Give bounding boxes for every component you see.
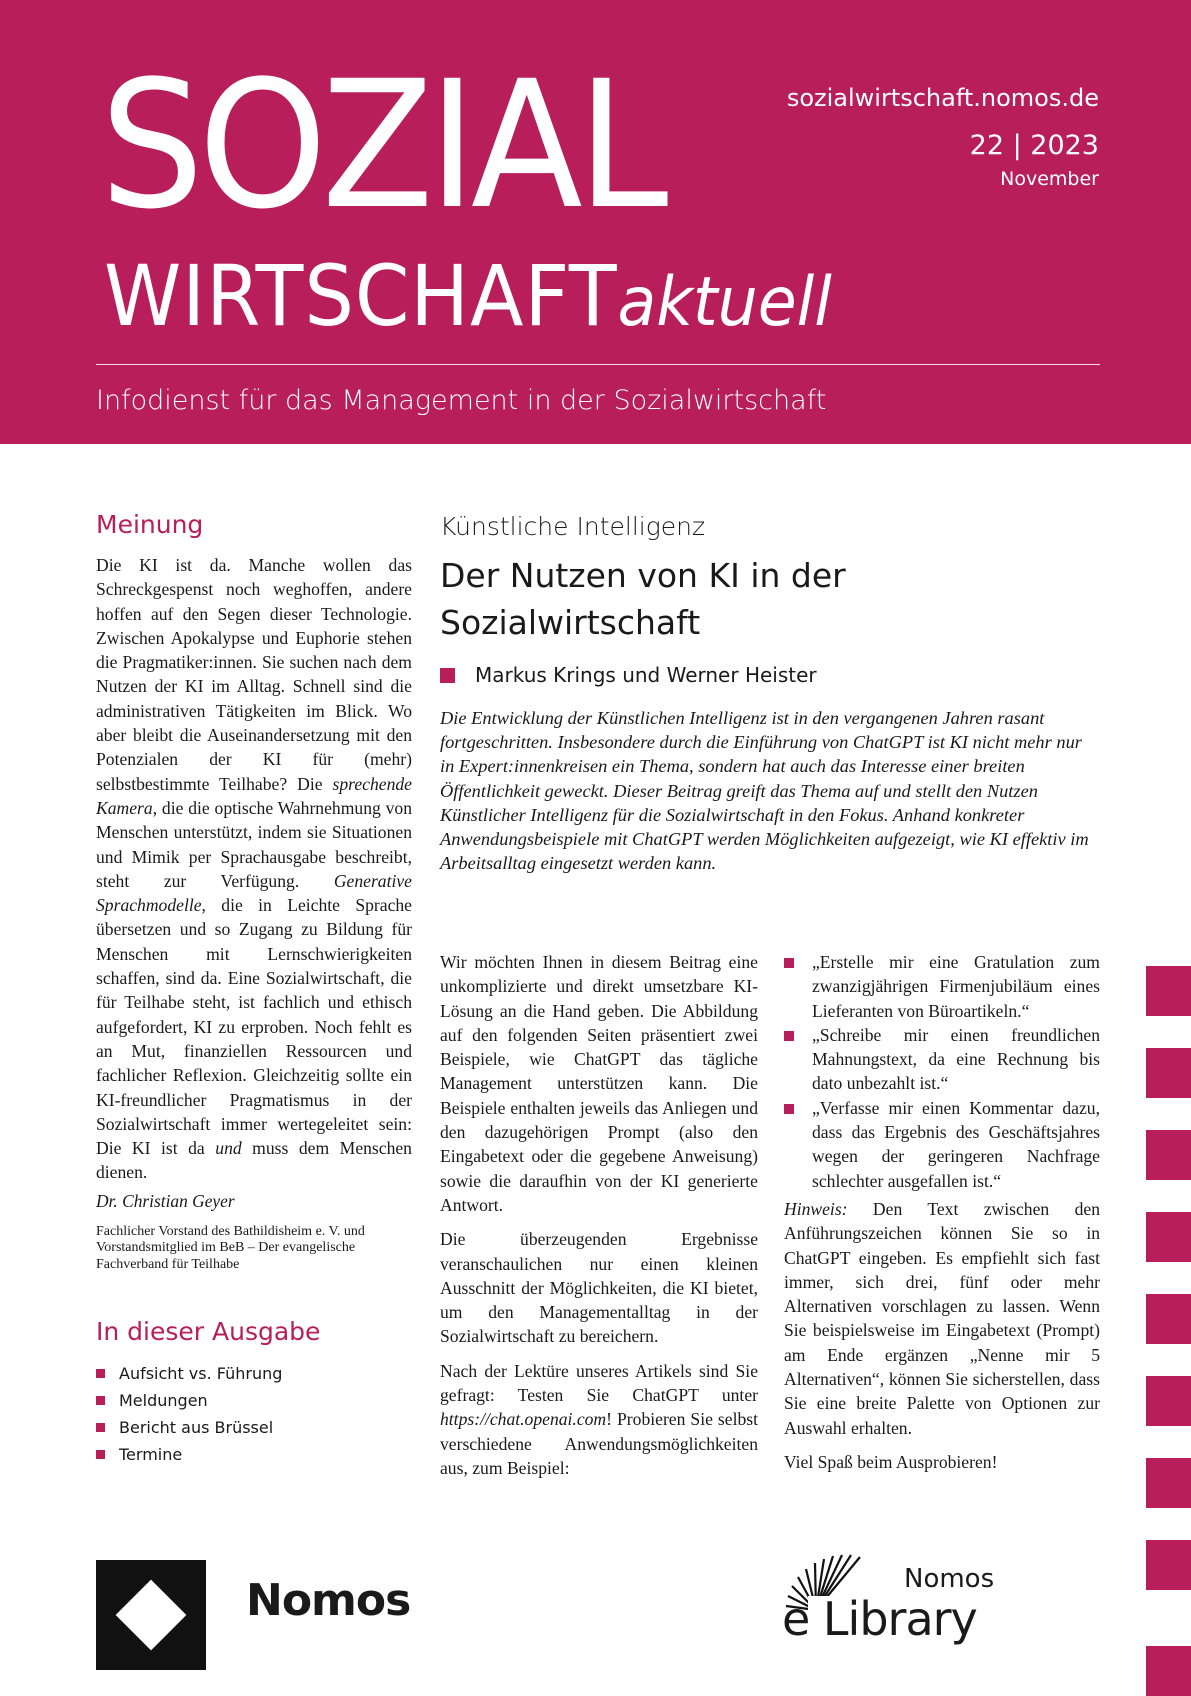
edge-tab-marker (1146, 1294, 1191, 1344)
opinion-heading: Meinung (96, 510, 204, 539)
brand-title-suffix: aktuell (617, 263, 832, 342)
opinion-text-emphasis: und (215, 1138, 242, 1159)
brand-title-main: WIRTSCHAFT (104, 247, 618, 345)
byline-authors: Markus Krings und Werner Heister (475, 663, 817, 687)
elibrary-logo (782, 1530, 1022, 1650)
article-kicker: Künstliche Intelligenz (440, 512, 706, 541)
headline-line: Der Nutzen von KI in der (440, 556, 846, 595)
sidebar-column (96, 510, 412, 1468)
closing-line: Viel Spaß beim Ausprobieren! (784, 1451, 998, 1472)
chatgpt-link[interactable]: https://chat.openai.com (440, 1409, 607, 1430)
hint-label: Hinweis: (784, 1198, 848, 1219)
example-prompt-text: „Schreibe mir einen freundlichen Mahnungstext, da eine Rechnung bis dato unbezahlt ist.“ (812, 1024, 1100, 1094)
header-divider (96, 364, 1100, 365)
bullet-square-icon (784, 1104, 794, 1114)
opinion-author-role: Fachlicher Vorstand des Bathildisheim e. V. und Vorstandsmitglied im BeB – Der evangelische Fachverband für Teilhabe (96, 1223, 365, 1272)
contents-list (96, 1360, 412, 1468)
edge-tab-marker (1146, 1130, 1191, 1180)
article-column-1 (440, 950, 758, 1490)
nomos-wordmark: Nomos (246, 1574, 411, 1626)
example-prompt-text: „Verfasse mir einen Kommentar dazu, dass das Ergebnis des Geschäftsjahres wegen der geringeren Nachfrage schlechter ausgefallen ist.“ (812, 1097, 1100, 1191)
headline-line: Sozialwirtschaft (440, 603, 701, 642)
elibrary-nomos-text: Nomos (904, 1564, 995, 1594)
example-prompt-item (784, 1023, 1100, 1096)
edge-tab-marker (1146, 1540, 1191, 1590)
opinion-text-part: , die in Leichte Sprache übersetzen und so Zugang zu Bildung für Menschen mit Lernschwierigkeiten schaffen, sind da. Eine Sozialwirtschaft, die für Teilhabe steht, ist fachlich und ethisch aufgefordert, KI zu erproben. Noch fehlt es an Mut, finanziellen Ressourcen und fachlicher Reflexion. Gleichzeitig sollte ein KI-freundlicher Pragmatismus in der Sozialwirtschaft immer wertegeleitet sein: Die KI ist da (96, 895, 412, 1159)
paragraph-text: ! Probieren Sie selbst verschiedene Anwendungsmöglichkeiten aus, zum Beispiel: (440, 1409, 758, 1478)
nomos-logo (96, 1560, 410, 1670)
site-url[interactable]: sozialwirtschaft.nomos.de (786, 84, 1099, 112)
opinion-text-part: , die die optische Wahrnehmung von Menschen unterstützt, indem sie Situationen und Mimik per Sprachausgabe beschreibt, steht zur Verfügung. (96, 797, 412, 891)
example-prompt-item (784, 1096, 1100, 1193)
article-paragraph: Die überzeugenden Ergebnisse veranschaulichen nur einen kleinen Ausschnitt der Möglichkeiten, die KI bietet, um den Managementalltag in der Sozialwirtschaft zu bereichern. (440, 1229, 758, 1347)
bullet-square-icon (96, 1423, 105, 1432)
bullet-square-icon (96, 1369, 105, 1378)
article-headline (440, 552, 1100, 646)
contents-item[interactable] (96, 1441, 412, 1468)
contents-heading: In dieser Ausgabe (96, 1317, 321, 1347)
brand-title-sozial: SOZIAL (100, 43, 663, 248)
edge-tab-marker (1146, 1048, 1191, 1098)
brand-title-wirtschaft (104, 247, 832, 345)
example-prompt-item (784, 950, 1100, 1023)
elibrary-wordmark: e Library (782, 1592, 977, 1646)
edge-tab-marker (1146, 1212, 1191, 1262)
article-column-2 (784, 950, 1100, 1474)
edge-tab-marker (1146, 1376, 1191, 1426)
byline-square-icon (440, 668, 455, 683)
contents-item-label: Bericht aus Brüssel (119, 1418, 274, 1438)
issue-number: 22 | 2023 (969, 130, 1099, 161)
example-prompts-list (784, 950, 1100, 1193)
article-lead: Die Entwicklung der Künstlichen Intelligenz ist in den vergangenen Jahren rasant fortgeschritten. Insbesondere durch die Einführung von ChatGPT ist KI nicht mehr nur in Expert:innenkreisen ein Thema, sondern hat auch das Interesse einer breiten Öffentlichkeit geweckt. Dieser Beitrag greift das Thema auf und stellt den Nutzen Künstlicher Intelligenz für die Sozialwirtschaft in den Fokus. Anhand konkreter Anwendungsbeispiele mit ChatGPT werden Möglichkeiten aufgezeigt, wie KI effektiv im Arbeitsalltag eingesetzt werden kann. (440, 708, 1089, 874)
contents-item-label: Aufsicht vs. Führung (119, 1364, 283, 1384)
contents-item[interactable] (96, 1414, 412, 1441)
tagline: Infodienst für das Management in der Sozialwirtschaft (96, 385, 827, 416)
issue-month: November (1000, 168, 1099, 190)
opinion-text-part: muss dem Menschen dienen. (96, 1138, 412, 1183)
opinion-text (96, 553, 412, 1185)
hint-text: Den Text zwischen den Anführungszeichen können Sie so in ChatGPT eingeben. Es empfiehlt sich fast immer, sich drei, fünf oder mehr Alternativen vorschlagen zu lassen. Wenn Sie beispielsweise im Eingabetext (Prompt) am Ende ergänzen „Nenne mir 5 Alternativen“, können Sie sicherstellen, dass Sie eine breite Palette von Optionen zur Auswahl erhalten. (784, 1198, 1100, 1438)
contents-item[interactable] (96, 1387, 412, 1414)
article-paragraph: Wir möchten Ihnen in diesem Beitrag eine unkomplizierte und direkt umsetzbare KI-Lösung an die Hand geben. Die Abbildung auf den folgenden Seiten präsentiert zwei Beispiele, wie ChatGPT das tägliche Management unterstützen kann. Die Beispiele enthalten jeweils das Anliegen und den dazugehörigen Prompt (also den Eingabetext oder die gegebene Anweisung) sowie die daraufhin von der KI generierte Antwort. (440, 952, 758, 1215)
bullet-square-icon (784, 958, 794, 968)
bullet-square-icon (96, 1450, 105, 1459)
edge-tab-marker (1146, 1458, 1191, 1508)
paragraph-text: Nach der Lektüre unseres Artikels sind Sie gefragt: Testen Sie ChatGPT unter (440, 1360, 758, 1406)
bullet-square-icon (96, 1396, 105, 1405)
contents-item-label: Termine (119, 1445, 183, 1465)
contents-item-label: Meldungen (119, 1391, 208, 1411)
opinion-text-emphasis: sprechende Kamera (96, 773, 412, 818)
contents-item[interactable] (96, 1360, 412, 1387)
hint-paragraph (784, 1197, 1100, 1440)
opinion-author: Dr. Christian Geyer (96, 1190, 235, 1211)
article-paragraph (440, 1359, 758, 1480)
nomos-diamond-icon (96, 1560, 206, 1670)
article-byline (440, 663, 817, 687)
masthead (0, 0, 1191, 444)
opinion-text-part: Die KI ist da. Manche wollen das Schreckgespenst noch weghoffen, andere hoffen auf den Segen dieser Technologie. Zwischen Apokalypse und Euphorie stehen die Pragmatiker:innen. Sie suchen nach dem Nutzen der KI im Alltag. Schnell sind die administrativen Tätigkeiten im Blick. Wo aber bleibt die Auseinandersetzung mit den Potenzialen der KI für (mehr) selbstbestimmte Teilhabe? Die (96, 555, 412, 794)
opinion-text-emphasis: Generative Sprachmodelle (96, 870, 412, 916)
edge-tab-marker (1146, 1646, 1191, 1696)
example-prompt-text: „Erstelle mir eine Gratulation zum zwanzigjährigen Firmenjubiläum eines Lieferanten von Büroartikeln.“ (812, 952, 1100, 1021)
bullet-square-icon (784, 1031, 794, 1041)
edge-tab-marker (1146, 966, 1191, 1016)
